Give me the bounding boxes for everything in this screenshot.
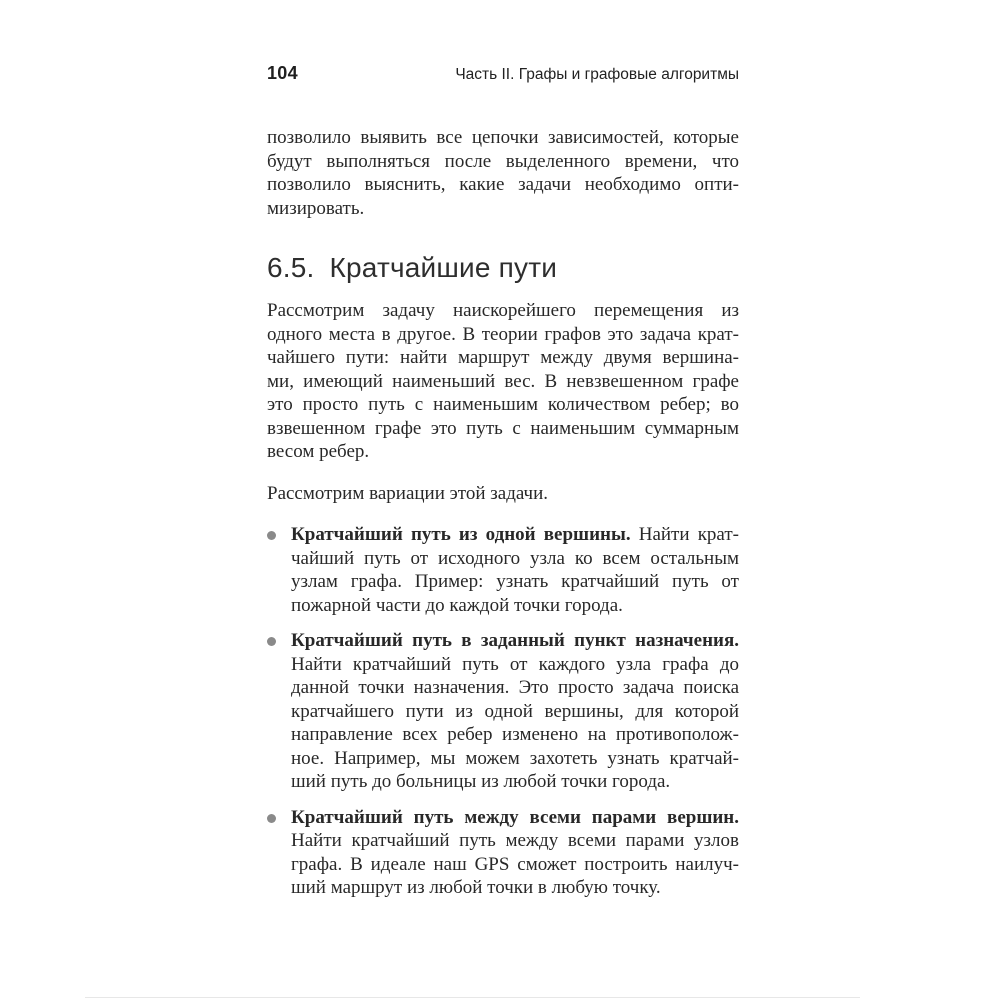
running-title: Часть II. Графы и графовые алгоритмы (455, 66, 739, 83)
section-heading (267, 251, 739, 285)
bullet-lead: Кратчайший путь из одной вершины. (291, 524, 631, 545)
text-line: Найти кратчайший путь между всеми парами узлов (291, 830, 739, 851)
bullet-lead: Кратчайший путь между всеми парами вершин. (291, 806, 739, 828)
paragraph (267, 299, 739, 464)
text-line: чайшего пути: найти маршрут между двумя вершина- (267, 347, 739, 368)
list-item (267, 629, 739, 794)
list-item-body (291, 629, 739, 794)
text-line: направление всех ребер изменено на противополож- (291, 724, 739, 745)
text-line: Рассмотрим задачу наискорейшего перемещения из (267, 300, 739, 321)
bullet-list (267, 523, 739, 900)
text-line: узлам графа. Пример: узнать кратчайший путь от (291, 571, 739, 592)
page-bottom-edge (85, 997, 860, 998)
text-line: Рассмотрим вариации этой задачи. (267, 482, 549, 504)
list-item-body (291, 806, 739, 900)
list-item (267, 523, 739, 617)
section-number: 6.5. (267, 252, 315, 283)
text-line (291, 629, 739, 653)
bullet-icon (267, 531, 276, 540)
text-line: ший путь до больницы из любой точки города. (291, 771, 671, 792)
text-line: Найти кратчайший путь от каждого узла графа до (291, 653, 739, 675)
text-line: мизировать. (267, 197, 365, 219)
text-line: взвешенном графе это путь с наименьшим суммарным (267, 417, 739, 439)
list-item (267, 806, 739, 900)
section-title: Кратчайшие пути (329, 252, 558, 283)
text-line: ми, имеющий наименьший вес. В невзвешенном графе (267, 370, 739, 392)
text-line: пожарной части до каждой точки города. (291, 594, 623, 616)
paragraph (267, 482, 739, 506)
text-line: кратчайшего пути из одной вершины, для которой (291, 700, 739, 722)
text-line: позволило выяснить, какие задачи необходимо опти- (267, 174, 739, 195)
paragraph (267, 126, 739, 220)
book-page (267, 63, 739, 912)
text-line: будут выполняться после выделенного времени, что (267, 150, 739, 172)
text-line: чайший путь от исходного узла ко всем остальным (291, 547, 739, 569)
page-header (267, 63, 739, 82)
text-line: данной точки назначения. Это просто задача поиска (291, 677, 739, 698)
bullet-icon (267, 637, 276, 646)
text-line (291, 806, 739, 830)
page-number: 104 (267, 63, 298, 83)
list-item-body (291, 523, 739, 617)
text-line: Кратчайший путь из одной вершины. Найти крат- (291, 524, 739, 545)
text-line: позволило выявить все цепочки зависимостей, которые (267, 127, 739, 148)
text-line: это просто путь с наименьшим количеством ребер; во (267, 394, 739, 415)
text-line: одного места в другое. В теории графов это задача крат- (267, 323, 739, 345)
text-line: графа. В идеале наш GPS сможет построить наилуч- (291, 853, 739, 875)
text-line: ное. Например, мы можем захотеть узнать кратчай- (291, 747, 739, 769)
bullet-lead: Кратчайший путь в заданный пункт назначения. (291, 630, 739, 651)
bullet-icon (267, 814, 276, 823)
page-content (267, 126, 739, 900)
text-line: весом ребер. (267, 441, 370, 462)
text-line: ший маршрут из любой точки в любую точку. (291, 877, 661, 898)
